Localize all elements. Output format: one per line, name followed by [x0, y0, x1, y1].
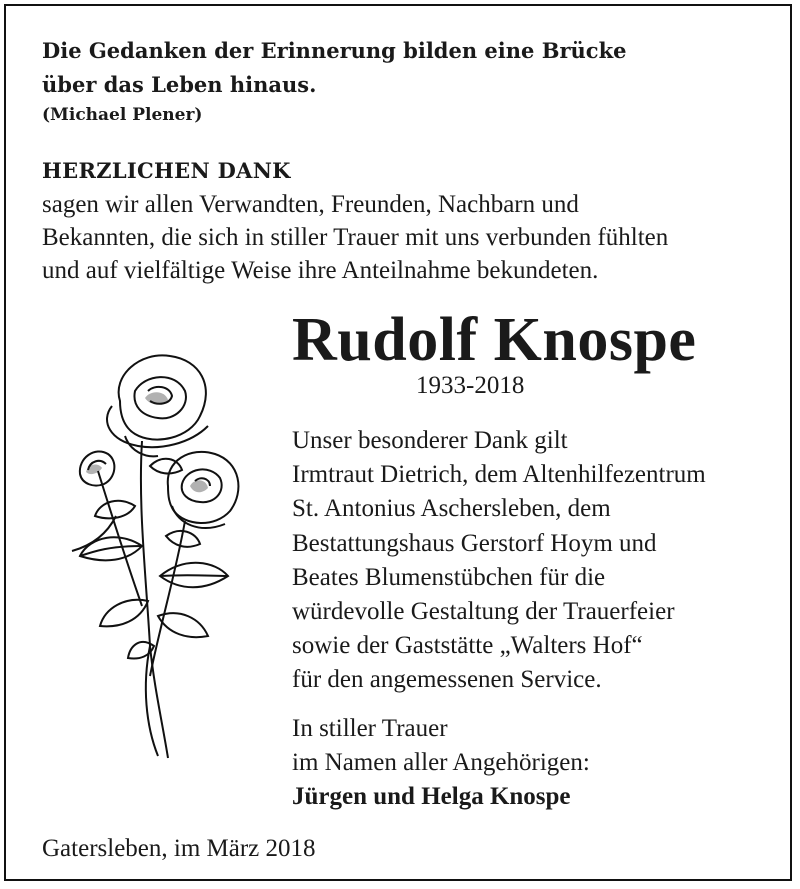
thanks-heading: HERZLICHEN DANK	[42, 158, 291, 183]
thanks-text	[42, 188, 782, 287]
quote-line: Die Gedanken der Erinnerung bilden eine Brücke	[42, 38, 627, 63]
grief-block	[292, 712, 772, 814]
grief-line: im Namen aller Angehörigen:	[292, 749, 590, 776]
special-thanks-line: St. Antonius Aschersleben, dem	[292, 495, 611, 523]
special-thanks-line: Bestattungshaus Gerstorf Hoym und	[292, 529, 657, 557]
obituary-card	[4, 4, 792, 881]
quote-line: über das Leben hinaus.	[42, 72, 317, 97]
special-thanks-line: Unser besonderer Dank gilt	[292, 427, 568, 454]
place-date: Gatersleben, im März 2018	[42, 835, 316, 862]
grief-line: In stiller Trauer	[292, 715, 448, 742]
special-thanks-line: Beates Blumenstübchen für die	[292, 563, 606, 591]
deceased-years: 1933-2018	[416, 372, 525, 399]
thanks-line: und auf vielfältige Weise ihre Anteilnahme bekundeten.	[42, 257, 599, 284]
special-thanks-text	[292, 424, 772, 698]
signatories: Jürgen und Helga Knospe	[292, 783, 571, 810]
special-thanks-line: Irmtraut Dietrich, dem Altenhilfezentrum	[292, 461, 706, 489]
quote-author: (Michael Plener)	[42, 105, 203, 125]
thanks-line: sagen wir allen Verwandten, Freunden, Nachbarn und	[42, 191, 579, 218]
special-thanks-line: würdevolle Gestaltung der Trauerfeier	[292, 598, 675, 626]
special-thanks-line: sowie der Gaststätte „Walters Hof“	[292, 632, 643, 660]
special-thanks-line: für den angemessenen Service.	[292, 666, 602, 694]
deceased-name: Rudolf Knospe	[292, 306, 697, 374]
quote-block	[42, 34, 762, 128]
thanks-line: Bekannten, die sich in stiller Trauer mit uns verbunden fühlten	[42, 224, 669, 251]
rose-illustration-icon	[50, 346, 250, 766]
